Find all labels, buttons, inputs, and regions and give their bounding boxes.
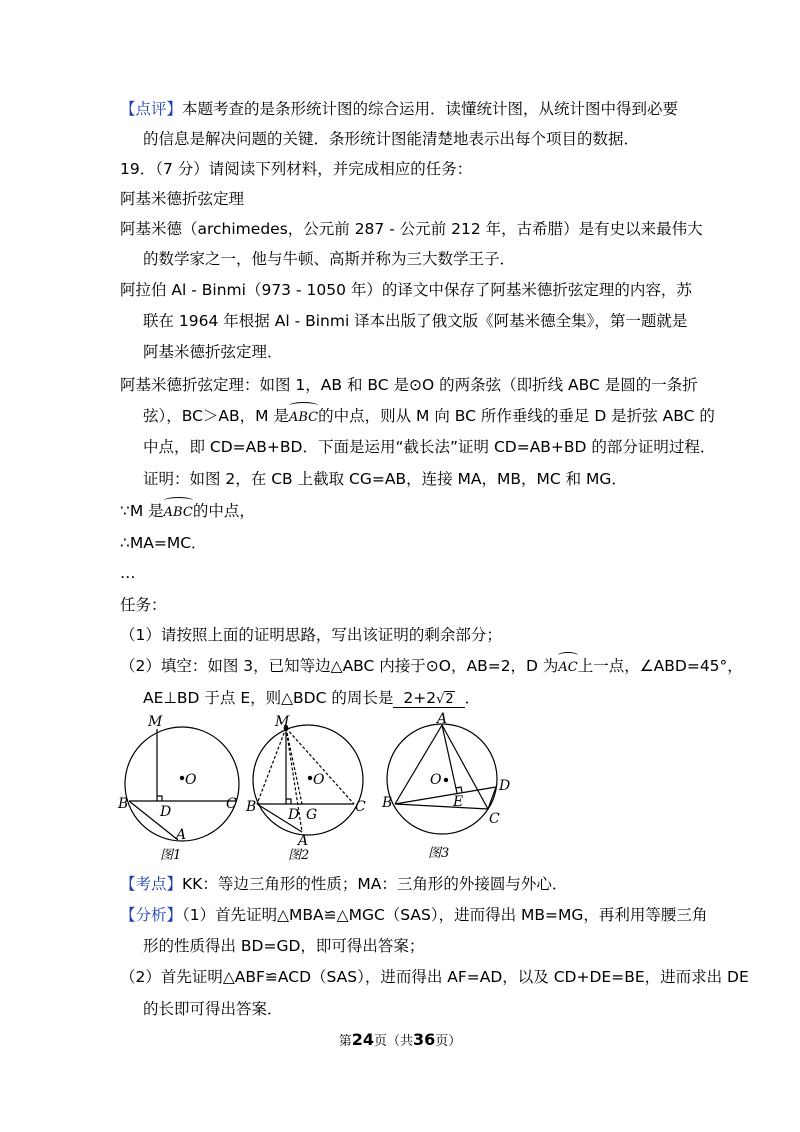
kaodian-line: 【考点】KK：等边三角形的性质；MA：三角形的外接圆与外心． bbox=[120, 875, 568, 893]
paragraph-1-line-1: 阿基米德（archimedes，公元前 287 - 公元前 212 年，古希腊）是有史以来最伟大 bbox=[120, 220, 703, 238]
paragraph-2-line-1: 阿拉伯 Al - Binmi（973 - 1050 年）的译文中保存了阿基米德折弦定理的内容，苏 bbox=[120, 281, 692, 299]
fig2-segment-mg bbox=[286, 728, 302, 804]
fig2-label-m: M bbox=[275, 714, 290, 730]
ellipsis: … bbox=[120, 564, 136, 582]
geometry-figures bbox=[112, 712, 532, 872]
fig1-label-c: C bbox=[226, 796, 237, 812]
fig3-side-bc bbox=[395, 804, 488, 809]
fig2-label-d: D bbox=[288, 807, 300, 823]
paragraph-2-line-3: 阿基米德折弦定理． bbox=[143, 343, 283, 361]
theorem-title: 阿基米德折弦定理 bbox=[120, 190, 245, 208]
paragraph-3-line-3: 中点，即 CD=AB+BD．下面是运用“截长法”证明 CD=AB+BD 的部分证明过程． bbox=[143, 438, 716, 456]
fig2-right-angle-mark bbox=[286, 799, 291, 804]
paragraph-2-line-2: 联在 1964 年根据 Al - Binmi 译本出版了俄文版《阿基米德全集》，第一题就是 bbox=[143, 312, 688, 330]
task-2-line-1: （2）填空：如图 3，已知等边△ABC 内接于⊙O，AB=2，D 为AC上一点，∠ABD=45°， bbox=[120, 655, 743, 679]
figure-1-labels bbox=[117, 714, 237, 863]
fig2-caption: 图2 bbox=[288, 848, 310, 863]
fig3-caption: 图3 bbox=[428, 846, 450, 861]
fenxi-line-4: 的长即可得出答案． bbox=[143, 1000, 283, 1018]
paragraph-3-line-1: 阿基米德折弦定理：如图 1，AB 和 BC 是⊙O 的两条弦（即折线 ABC 是圆的一条折 bbox=[120, 376, 698, 394]
arc-ac: AC bbox=[558, 655, 577, 679]
fig1-label-o: O bbox=[185, 772, 197, 788]
fig2-label-o: O bbox=[313, 772, 325, 788]
fig1-circle bbox=[125, 727, 239, 841]
fig3-segment-dc bbox=[488, 787, 496, 809]
task-2-line-2: AE⊥BD 于点 E，则△BDC 的周长是 2+2√2 ． bbox=[143, 689, 481, 707]
comment-tag: 【点评】 bbox=[120, 100, 183, 118]
fenxi-line-1: 【分析】（1）首先证明△MBA≌△MGC（SAS），进而得出 MB=MG，再利用等腰三角 bbox=[120, 906, 708, 924]
fig3-side-ab bbox=[395, 725, 442, 804]
fig2-center-dot bbox=[308, 776, 311, 779]
fig3-label-e: E bbox=[453, 794, 464, 810]
kaodian-tag: 【考点】 bbox=[120, 875, 183, 893]
arc-abc-2: ABC bbox=[164, 500, 193, 524]
fenxi-line-2: 形的性质得出 BD=GD，即可得出答案； bbox=[143, 937, 425, 955]
figure-3 bbox=[387, 724, 497, 834]
sqrt-sign: √2 bbox=[436, 692, 454, 707]
page-footer: 第24页（共36页） bbox=[338, 1030, 462, 1049]
fig3-circle bbox=[387, 724, 497, 834]
fig1-label-d: D bbox=[160, 804, 172, 820]
since-line: ∵M 是ABC的中点， bbox=[120, 500, 255, 524]
fig3-segment-ae bbox=[442, 725, 457, 793]
paragraph-1-line-2: 的数学家之一，他与牛顿、高斯并称为三大数学王子． bbox=[143, 250, 516, 268]
comment-line-1: 【点评】本题考查的是条形统计图的综合运用．读懂统计图，从统计图中得到必要 bbox=[120, 100, 679, 118]
fig3-label-c: C bbox=[489, 811, 500, 827]
task-1: （1）请按照上面的证明思路，写出该证明的剩余部分； bbox=[120, 626, 502, 644]
fig1-label-m: M bbox=[148, 714, 163, 730]
fig3-label-o: O bbox=[430, 772, 442, 788]
fig3-label-b: B bbox=[382, 795, 393, 811]
comment-line-2: 的信息是解决问题的关键．条形统计图能清楚地表示出每个项目的数据． bbox=[143, 130, 640, 148]
fig2-label-g: G bbox=[306, 807, 318, 823]
fig1-label-b: B bbox=[118, 796, 129, 812]
figure-3-labels bbox=[381, 712, 510, 861]
fig2-label-b: B bbox=[246, 799, 257, 815]
fig3-side-ac bbox=[442, 725, 488, 809]
page-number: 24 bbox=[351, 1030, 374, 1049]
figure-1 bbox=[125, 727, 239, 841]
proof-start: 证明：如图 2，在 CB 上截取 CG=AB，连接 MA，MB，MC 和 MG． bbox=[143, 470, 627, 488]
therefore-line: ∴MA=MC． bbox=[120, 534, 207, 552]
fig1-center-dot bbox=[180, 776, 183, 779]
fenxi-line-3: （2）首先证明△ABF≌ACD（SAS），进而得出 AF=AD，以及 CD+DE=BE，进而求出 DE bbox=[120, 968, 749, 986]
answer-blank: 2+2√2 bbox=[393, 689, 464, 708]
arc-abc: ABC bbox=[289, 405, 318, 429]
figure-2-labels bbox=[245, 714, 366, 863]
fig2-label-c: C bbox=[355, 799, 366, 815]
fig3-label-a: A bbox=[437, 712, 448, 727]
fig1-right-angle-mark bbox=[157, 796, 162, 801]
fig2-label-a: A bbox=[298, 833, 309, 849]
fig1-caption: 图1 bbox=[160, 848, 182, 863]
fig3-label-d: D bbox=[499, 778, 511, 794]
fig1-label-a: A bbox=[176, 827, 187, 843]
paragraph-3-line-2: 弦），BC＞AB，M 是ABC的中点，则从 M 向 BC 所作垂线的垂足 D 是折弦 ABC 的 bbox=[143, 405, 715, 429]
fig3-center-dot bbox=[444, 778, 447, 781]
task-title: 任务： bbox=[120, 596, 167, 614]
question-19-head: 19．（7 分）请阅读下列材料，并完成相应的任务： bbox=[120, 160, 473, 178]
page-total: 36 bbox=[413, 1030, 436, 1049]
fenxi-tag: 【分析】 bbox=[120, 906, 183, 924]
